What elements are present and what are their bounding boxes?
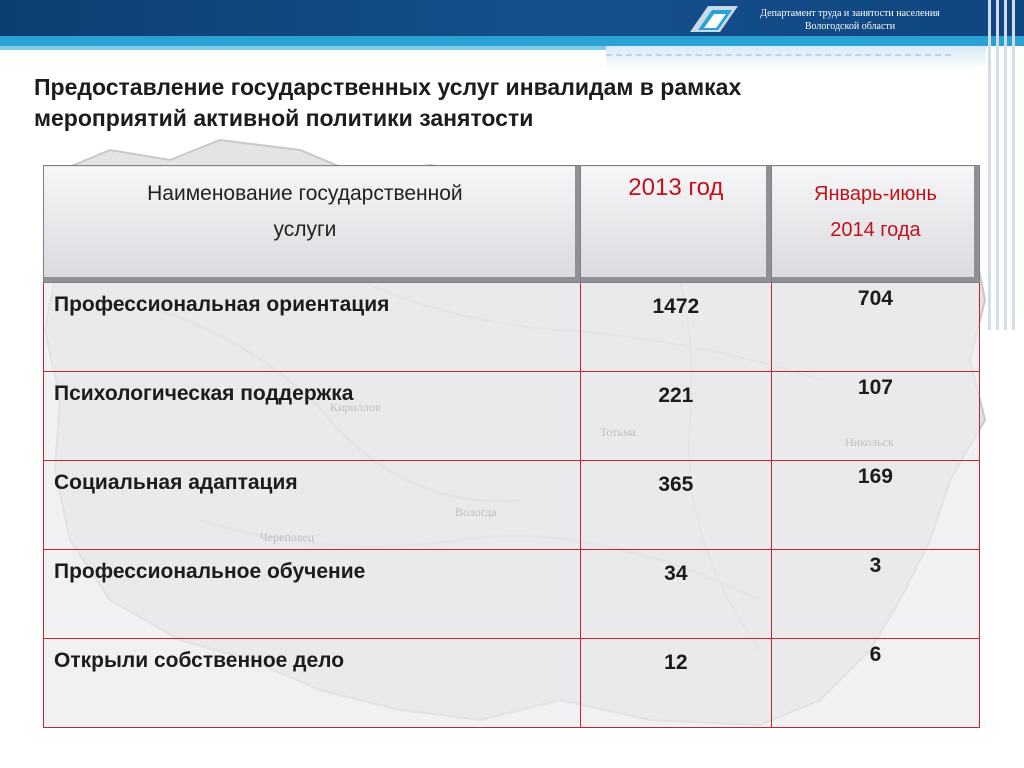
value-2014-cell	[771, 550, 979, 639]
map-label: Никольск	[845, 435, 894, 449]
header-2014-line-2: 2014 года	[830, 219, 921, 241]
value-2013-cell	[580, 283, 771, 372]
value-2014: 169	[857, 465, 893, 488]
value-2014-cell	[771, 461, 979, 550]
header-name-line-2: услуги	[273, 218, 337, 241]
value-2014: 704	[857, 287, 893, 310]
value-2014-cell	[771, 283, 979, 372]
header-cell-name	[44, 166, 581, 283]
map-label: Вологда	[455, 505, 497, 519]
value-2014: 6	[869, 643, 882, 666]
row-name: Социальная адаптация	[54, 471, 298, 494]
value-2014: 3	[869, 554, 882, 577]
row-name-cell	[44, 372, 581, 461]
map-label: Кириллов	[330, 400, 381, 414]
map-label: Тотьма	[600, 425, 636, 439]
row-name: Психологическая поддержка	[54, 382, 354, 405]
decorative-vertical-stripes	[984, 0, 1024, 330]
row-name-cell	[44, 550, 581, 639]
value-2013: 12	[664, 651, 688, 674]
value-2014: 107	[857, 376, 893, 399]
table-header-row	[44, 166, 980, 283]
organization-name	[700, 7, 1000, 33]
value-2013-cell	[580, 550, 771, 639]
table-row	[44, 550, 980, 639]
value-2013: 365	[658, 473, 694, 496]
row-name-cell	[44, 283, 581, 372]
header-name-text	[44, 166, 580, 248]
row-name: Открыли собственное дело	[54, 649, 345, 672]
org-line-2: Вологодской области	[804, 21, 896, 32]
value-2013-cell	[580, 461, 771, 550]
table-row	[44, 639, 980, 728]
row-name-cell	[44, 639, 581, 728]
value-2013: 1472	[652, 295, 700, 318]
value-2013-cell	[580, 372, 771, 461]
header-light-stripe	[0, 46, 606, 50]
header-cyan-stripe	[0, 36, 1024, 46]
value-2013-cell	[580, 639, 771, 728]
slide-title	[34, 72, 934, 134]
value-2013: 34	[664, 562, 688, 585]
header-2014-line-1: Январь-июнь	[814, 183, 937, 205]
map-label: Череповец	[260, 530, 315, 544]
org-line-1: Департамент труда и занятости населения	[760, 8, 940, 19]
table-row	[44, 283, 980, 372]
row-name: Профессиональное обучение	[54, 560, 366, 583]
value-2013: 221	[658, 384, 694, 407]
header-cell-2014	[771, 166, 979, 283]
header-2013-text: 2013 год	[628, 174, 724, 201]
row-name: Профессиональная ориентация	[54, 293, 390, 316]
header-right-panel	[606, 46, 986, 70]
title-line-2: мероприятий активной политики занятости	[34, 105, 534, 131]
header-2014-text	[772, 166, 979, 248]
header-name-line-1: Наименование государственной	[147, 182, 463, 205]
table-row	[44, 372, 980, 461]
value-2014-cell	[771, 639, 979, 728]
services-table	[43, 165, 980, 728]
title-line-1: Предоставление государственных услуг инвалидам в рамках	[34, 74, 742, 100]
header-cell-2013	[580, 166, 771, 283]
table-row	[44, 461, 980, 550]
